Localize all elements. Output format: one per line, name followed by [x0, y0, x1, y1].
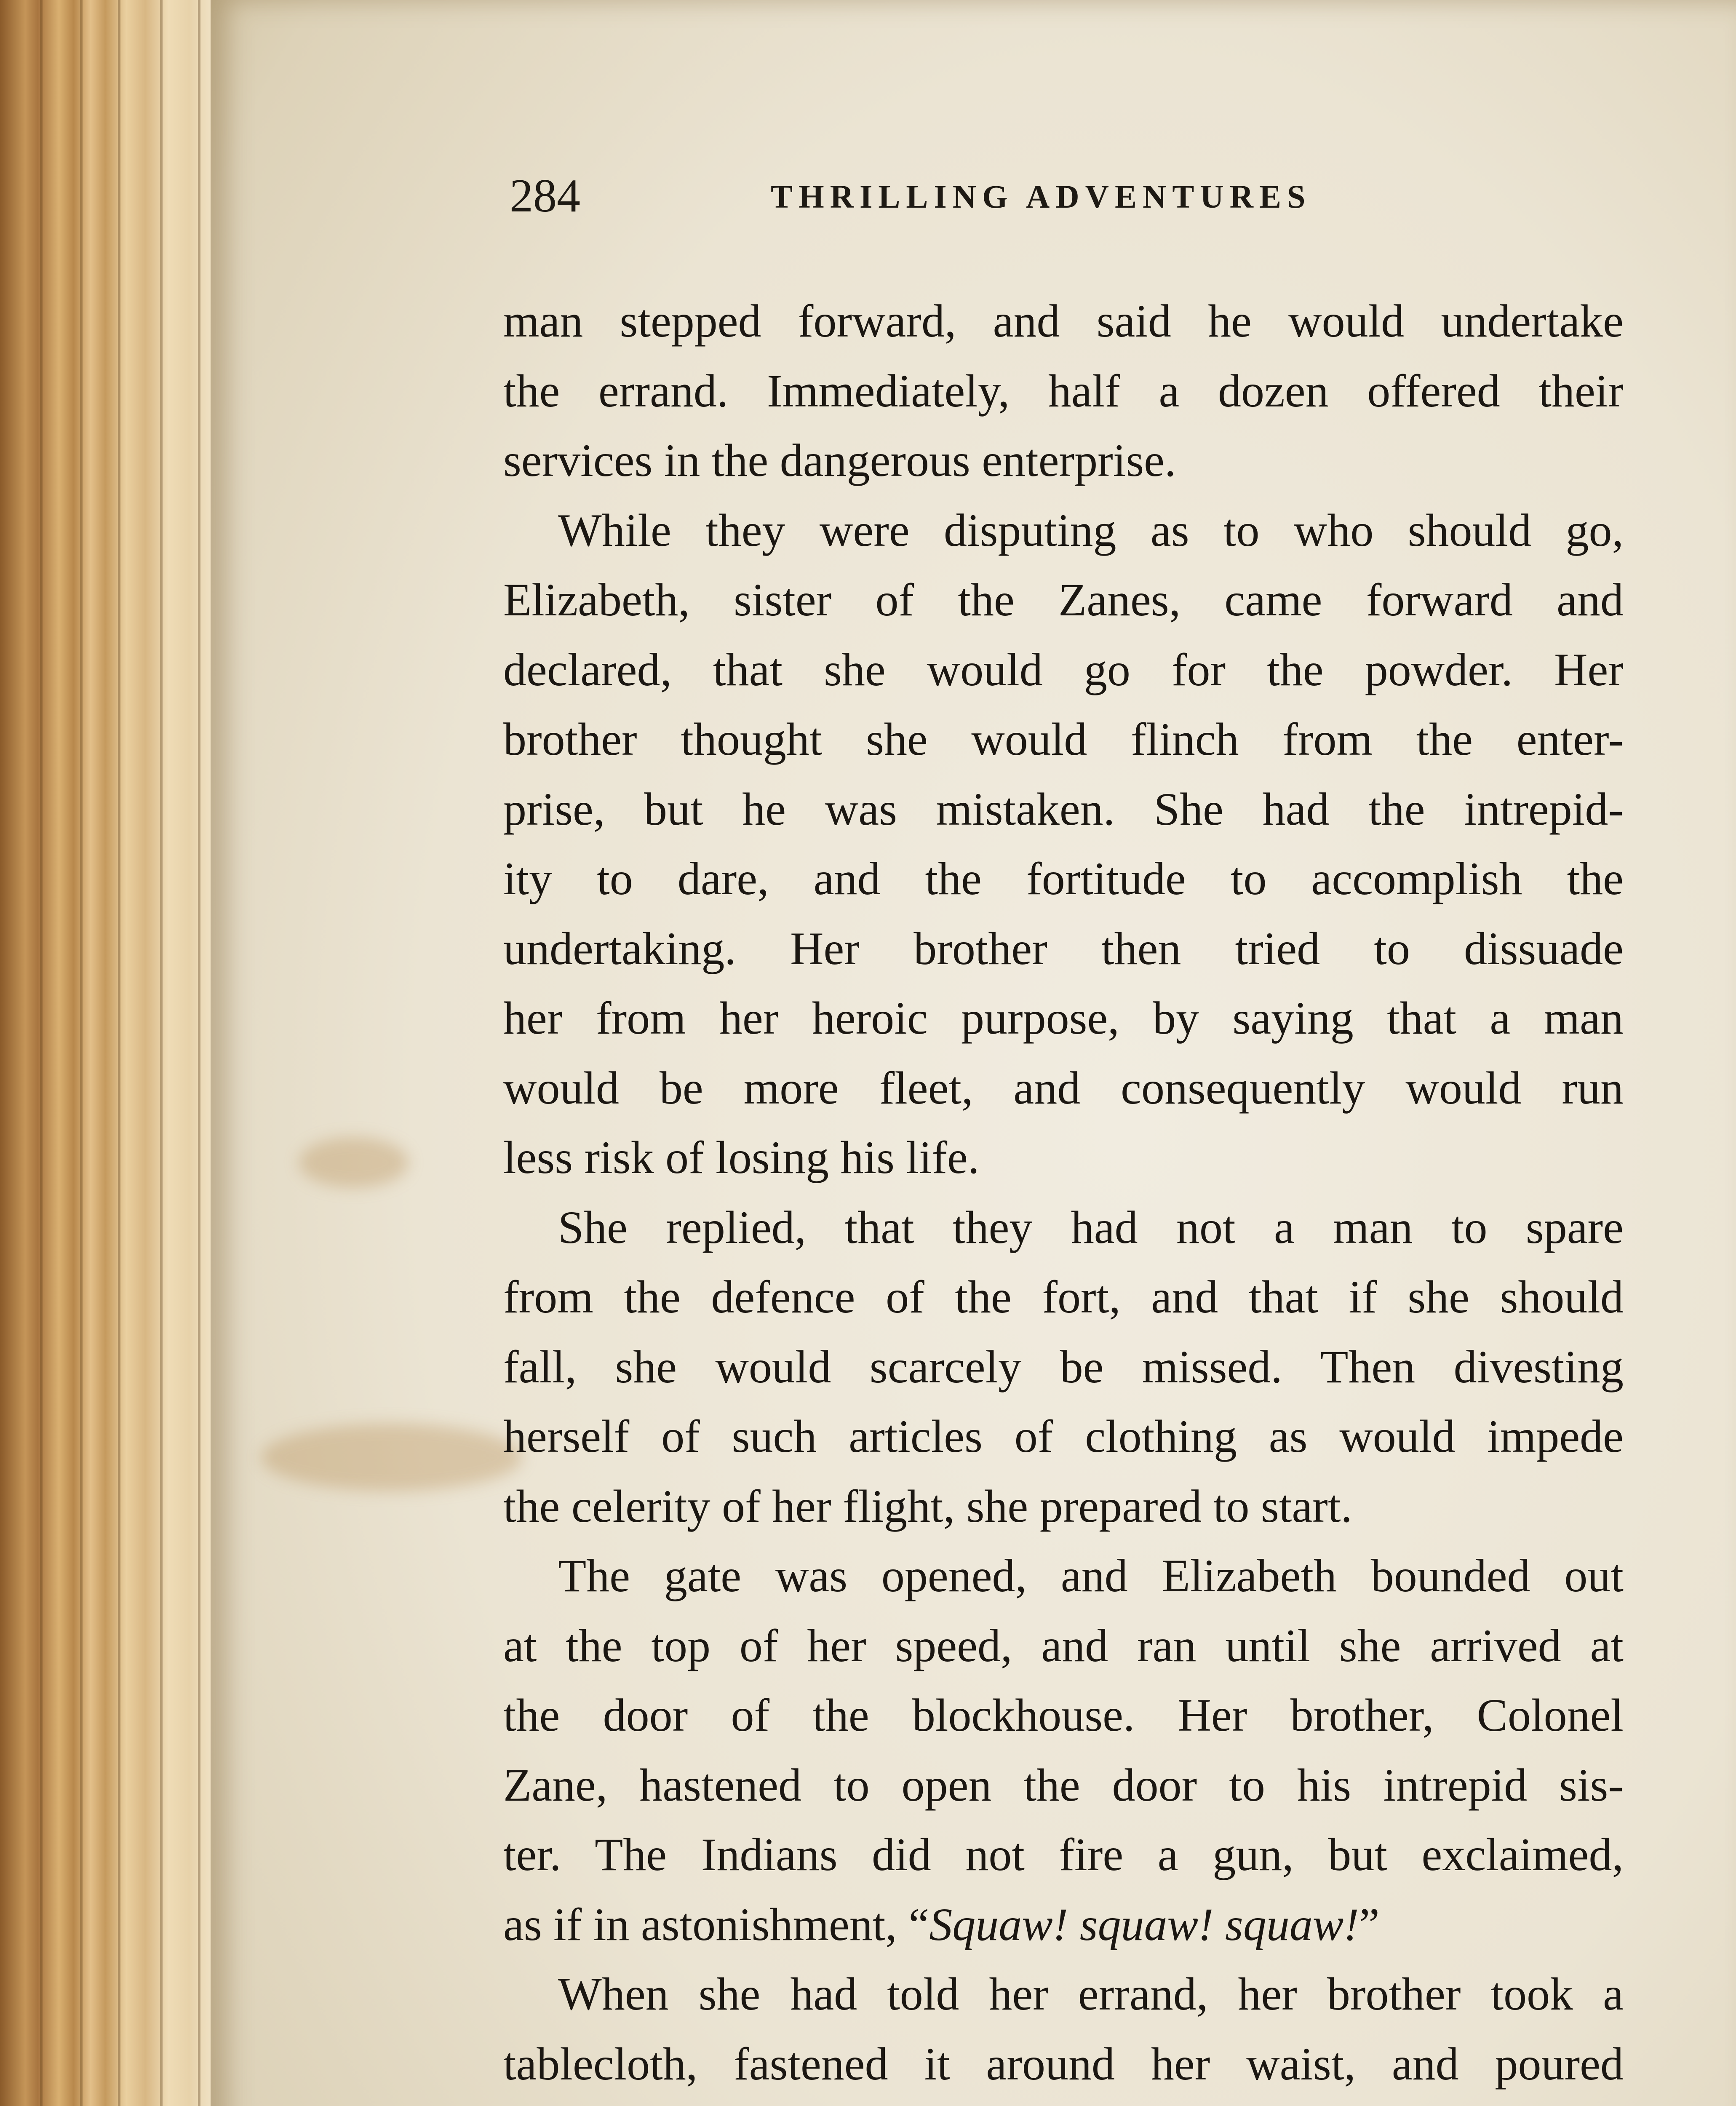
- page-edge-line: [40, 0, 43, 2106]
- page-edge-line: [118, 0, 120, 2106]
- text-line: her from her heroic purpose, by saying that a man: [503, 992, 1624, 1044]
- text-line: When she had told her errand, her brother took a: [558, 1968, 1624, 2020]
- paragraph: [503, 496, 1624, 1193]
- text-line: man stepped forward, and said he would undertake: [503, 295, 1624, 347]
- body-text: [503, 286, 1624, 2106]
- text-fragment: as if in astonishment, “: [503, 1898, 929, 1950]
- text-line: brother thought she would flinch from the enter-: [503, 714, 1624, 765]
- text-line: Elizabeth, sister of the Zanes, came forward and: [503, 574, 1624, 625]
- paragraph: [503, 1193, 1624, 1542]
- text-line: ter. The Indians did not fire a gun, but exclaimed,: [503, 1829, 1624, 1880]
- page-edge-line: [198, 0, 200, 2106]
- text-line: [503, 2099, 1624, 2106]
- text-line: declared, that she would go for the powder. Her: [503, 644, 1624, 695]
- text-line: [503, 1890, 1624, 1960]
- page-edge-line: [160, 0, 163, 2106]
- text-line: prise, but he was mistaken. She had the intrepid-: [503, 783, 1624, 835]
- page-edge-line: [80, 0, 83, 2106]
- text-line: less risk of losing his life.: [503, 1132, 980, 1183]
- text-line: tablecloth, fastened it around her waist, and poured: [503, 2038, 1624, 2090]
- page-header: [510, 166, 1352, 225]
- text-line: The gate was opened, and Elizabeth bounded out: [558, 1550, 1624, 1601]
- running-title: THRILLING ADVENTURES: [771, 178, 1311, 215]
- text-fragment: ”: [1359, 1898, 1380, 1950]
- text-line: at the top of her speed, and ran until she arrived at: [503, 1620, 1624, 1671]
- text-line: the celerity of her flight, she prepared to start.: [503, 1480, 1352, 1532]
- text-line: services in the dangerous enterprise.: [503, 435, 1176, 486]
- text-line: While they were disputing as to who should go,: [558, 504, 1624, 556]
- text-line: from the defence of the fort, and that if she should: [503, 1271, 1624, 1323]
- text-line: ity to dare, and the fortitude to accomplish the: [503, 853, 1624, 904]
- text-line: fall, she would scarcely be missed. Then divesting: [503, 1341, 1624, 1392]
- text-line: Zane, hastened to open the door to his intrepid sis-: [503, 1759, 1624, 1811]
- paper-stain: [299, 1137, 409, 1188]
- page-number: 284: [510, 170, 580, 222]
- text-line: the door of the blockhouse. Her brother, Colonel: [503, 1689, 1624, 1741]
- paper-stain: [261, 1424, 522, 1491]
- text-line: the errand. Immediately, half a dozen offered their: [503, 365, 1624, 417]
- text-line: would be more fleet, and consequently would run: [503, 1062, 1624, 1114]
- text-line: undertaking. Her brother then tried to dissuade: [503, 922, 1624, 974]
- italic-exclamation: Squaw! squaw! squaw!: [929, 1898, 1359, 1950]
- paragraph: [503, 1541, 1624, 1959]
- text-line: herself of such articles of clothing as would impede: [503, 1411, 1624, 1462]
- paragraph: [503, 1959, 1624, 2106]
- text-line: She replied, that they had not a man to spare: [558, 1201, 1624, 1253]
- paragraph: [503, 286, 1624, 496]
